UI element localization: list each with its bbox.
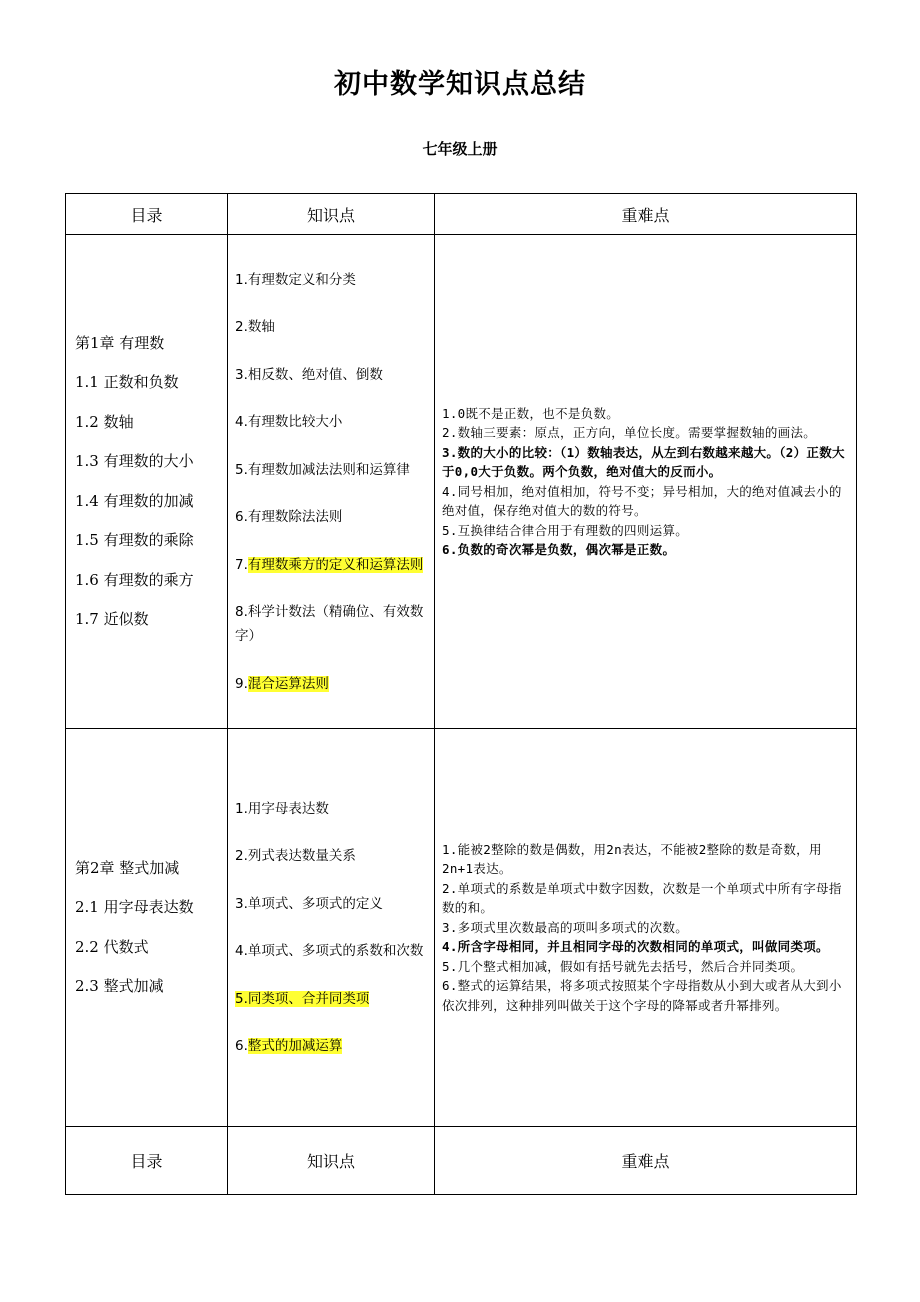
- knowledge-point: 3.单项式、多项式的定义: [235, 895, 383, 912]
- key-note: 2.单项式的系数是单项式中数字因数，次数是一个单项式中所有字母指数的和。: [442, 880, 842, 916]
- key-note: 4.同号相加，绝对值相加，符号不变；异号相加，大的绝对值减去小的绝对值，保存绝对值大的数的符号。: [442, 483, 842, 518]
- knowledge-point: [235, 1034, 426, 1058]
- highlighted-text: 整式的加减运算: [247, 1038, 343, 1055]
- knowledge-point: 8.科学计数法（精确位、有效数字）: [235, 604, 424, 644]
- toc-item: 1.1 正数和负数: [75, 373, 179, 391]
- points-cell: [228, 235, 435, 729]
- header-points: 知识点: [228, 194, 435, 235]
- toc-item: 1.2 数轴: [75, 412, 134, 431]
- toc-item: 2.3 整式加减: [75, 977, 164, 995]
- point-number: 6.: [235, 1038, 248, 1055]
- page-title: 初中数学知识点总结: [334, 69, 586, 100]
- table-header-row-repeat: [66, 1127, 857, 1195]
- knowledge-table: [65, 193, 857, 1195]
- header-key: 重难点: [435, 1127, 857, 1195]
- key-note: 6.整式的运算结果，将多项式按照某个字母指数从小到大或者从大到小依次排列，这种排列叫做关于这个字母的降幂或者升幂排列。: [442, 978, 842, 1013]
- page-subtitle: 七年级上册: [422, 140, 498, 158]
- key-note: 2.数轴三要素：原点，正方向，单位长度。需要掌握数轴的画法。: [442, 425, 817, 440]
- knowledge-point: 1.有理数定义和分类: [235, 271, 356, 288]
- header-points: 知识点: [228, 1127, 435, 1195]
- key-note: 1.能被2整除的数是偶数，用2n表达，不能被2整除的数是奇数，用2n+1表达。: [442, 841, 822, 877]
- knowledge-point: 6.有理数除法法则: [235, 509, 343, 525]
- toc-item: 1.6 有理数的乘方: [75, 570, 194, 589]
- key-note: 3.多项式里次数最高的项叫多项式的次数。: [442, 919, 689, 935]
- knowledge-point: [235, 987, 426, 1011]
- knowledge-point: 2.数轴: [235, 319, 275, 335]
- notes-cell: [435, 729, 857, 1127]
- knowledge-point: 4.有理数比较大小: [235, 414, 343, 430]
- toc-cell: [66, 235, 228, 729]
- table-header-row: [66, 194, 857, 235]
- table-row-chapter-2: [66, 729, 857, 1127]
- toc-item: 2.2 代数式: [75, 937, 149, 956]
- key-note: 3.数的大小的比较：（1）数轴表达，从左到右数越来越大。（2）正数大于0,0大于负数。两个负数，绝对值大的反而小。: [442, 444, 845, 479]
- knowledge-point: 5.有理数加减法法则和运算律: [235, 461, 410, 478]
- knowledge-point: [235, 672, 426, 696]
- knowledge-point: [235, 553, 426, 577]
- notes-cell: [435, 235, 857, 729]
- header-toc: 目录: [66, 1127, 228, 1195]
- toc-item: 1.3 有理数的大小: [75, 452, 194, 470]
- header-key: 重难点: [435, 194, 857, 235]
- toc-item: 1.5 有理数的乘除: [75, 531, 194, 549]
- header-toc: 目录: [66, 194, 228, 235]
- point-number: 7.: [235, 556, 248, 573]
- knowledge-point: 2.列式表达数量关系: [235, 848, 356, 865]
- points-cell: [228, 729, 435, 1127]
- point-number: 9.: [235, 675, 248, 692]
- key-note: 1.0既不是正数，也不是负数。: [442, 405, 620, 421]
- highlighted-text: 混合运算法则: [247, 675, 329, 692]
- highlighted-text: 5.同类项、合并同类项: [235, 990, 370, 1007]
- chapter-title: 第2章 整式加减: [75, 858, 180, 877]
- toc-item: 1.7 近似数: [75, 610, 149, 628]
- key-note: 5.互换律结合律合用于有理数的四则运算。: [442, 522, 689, 538]
- toc-cell: [66, 729, 228, 1127]
- highlighted-text: 有理数乘方的定义和运算法则: [247, 556, 424, 573]
- key-note: 6.负数的奇次幂是负数，偶次幂是正数。: [442, 542, 676, 557]
- key-note: 4.所含字母相同，并且相同字母的次数相同的单项式，叫做同类项。: [442, 939, 829, 955]
- knowledge-point: 1.用字母表达数: [235, 800, 329, 817]
- toc-item: 1.4 有理数的加减: [75, 491, 194, 510]
- knowledge-point: 3.相反数、绝对值、倒数: [235, 366, 383, 383]
- table-row-chapter-1: [66, 235, 857, 729]
- toc-item: 2.1 用字母表达数: [75, 898, 194, 916]
- knowledge-point: 4.单项式、多项式的系数和次数: [235, 943, 424, 960]
- key-note: 5.几个整式相加减，假如有括号就先去括号，然后合并同类项。: [442, 958, 804, 974]
- chapter-title: 第1章 有理数: [75, 333, 165, 352]
